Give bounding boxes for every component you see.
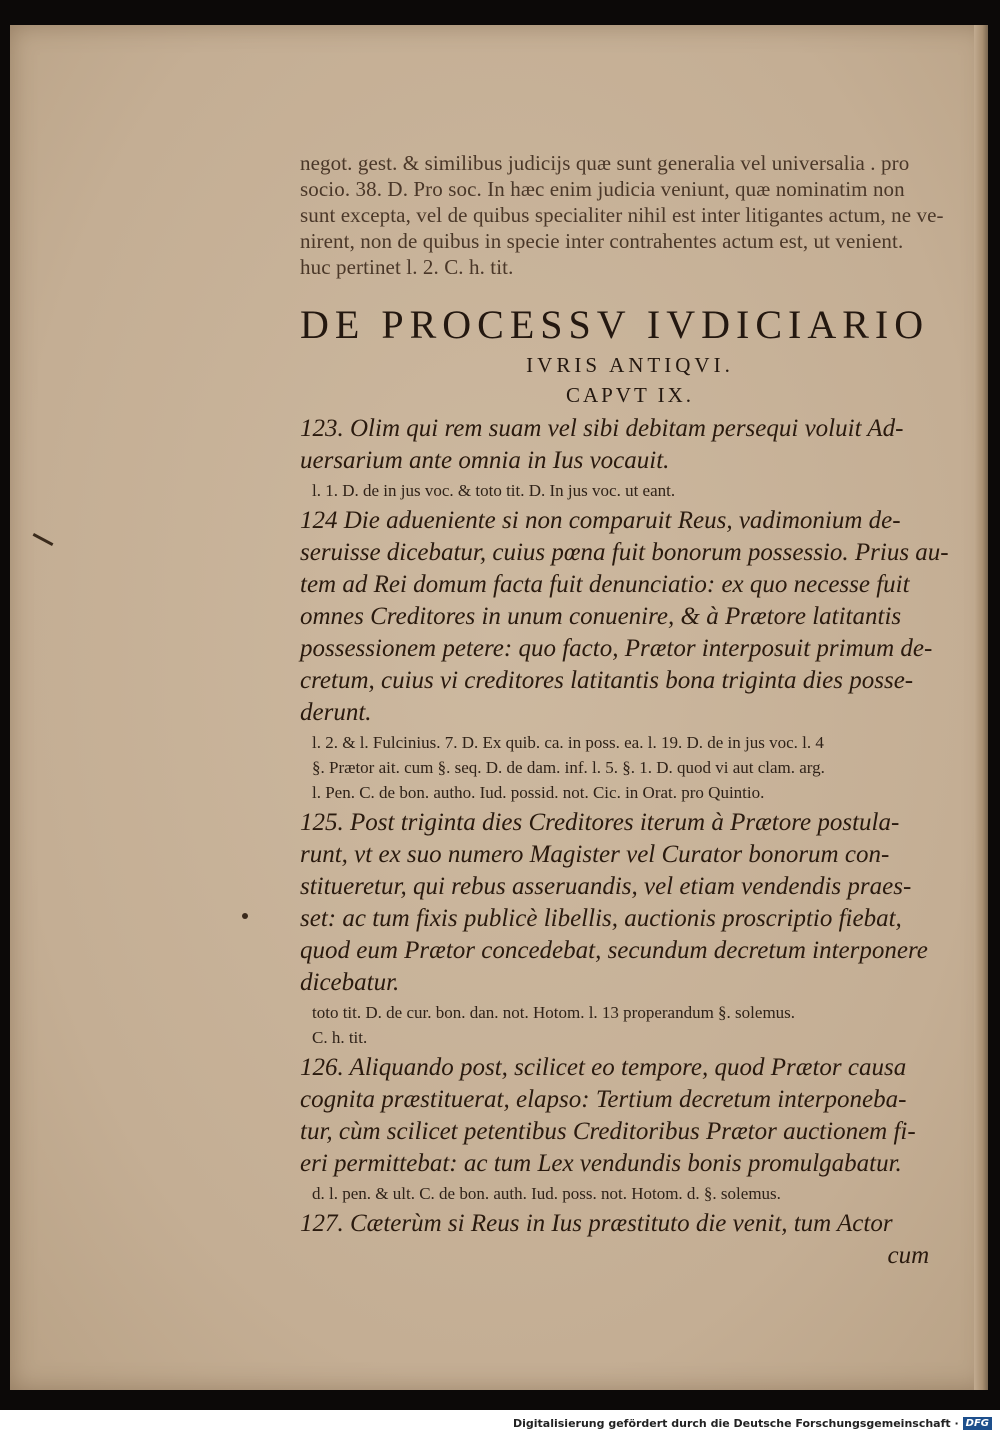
intro-line: negot. gest. & similibus judicijs quæ sunt generalia vel universalia . pro (300, 151, 910, 175)
paragraph-126 (300, 1052, 960, 1205)
paragraph-line: cretum, cuius vi creditores latitantis bona triginta dies posse- (300, 667, 914, 694)
paragraph-124 (300, 505, 960, 804)
paragraph-123 (300, 413, 960, 502)
chapter-number: CAPVT IX. (565, 383, 695, 407)
citation: C. h. tit. (312, 1028, 368, 1047)
citation: l. Pen. C. de bon. autho. Iud. possid. not. Cic. in Orat. pro Quintio. (312, 783, 765, 802)
citation: l. 2. & l. Fulcinius. 7. D. Ex quib. ca. in poss. ea. l. 19. D. de in jus voc. l. 4 (312, 733, 824, 752)
margin-dot (242, 913, 248, 919)
paragraph-line: 123. Olim qui rem suam vel sibi debitam persequi voluit Ad- (300, 415, 904, 442)
paragraph-line: derunt. (300, 699, 372, 726)
citation: d. l. pen. & ult. C. de bon. auth. Iud. poss. not. Hotom. d. §. solemus. (312, 1184, 781, 1203)
paragraph-line: possessionem petere: quo facto, Prætor interposuit primum de- (300, 635, 933, 662)
citation: l. 1. D. de in jus voc. & toto tit. D. In jus voc. ut eant. (312, 481, 676, 500)
chapter-title: DE PROCESSV IVDICIARIO (300, 302, 930, 347)
paragraph-line: cognita præstituerat, elapso: Tertium decretum interponeba- (300, 1086, 907, 1113)
dfg-logo[interactable]: DFG (963, 1417, 992, 1430)
intro-line: nirent, non de quibus in specie inter contrahentes actum est, ut venient. (300, 229, 904, 253)
footer-text: Digitalisierung gefördert durch die Deutsche Forschungsgemeinschaft · (512, 1417, 959, 1430)
paragraph-125 (300, 807, 960, 1049)
catchword: cum (300, 1242, 930, 1269)
paragraph-line: uersarium ante omnia in Ius vocauit. (300, 447, 670, 474)
paragraph-line: 127. Cæterùm si Reus in Ius præstituto die venit, tum Actor (300, 1210, 893, 1237)
page-text (300, 150, 960, 1272)
paragraph-line: tur, cùm scilicet petentibus Creditoribus Prætor auctionem fi- (300, 1118, 916, 1145)
paragraph-line: set: ac tum fixis publicè libellis, auctionis proscriptio fiebat, (300, 905, 902, 932)
paragraph-line: quod eum Prætor concedebat, secundum decretum interponere (300, 937, 928, 964)
intro-line: socio. 38. D. Pro soc. In hæc enim judicia veniunt, quæ nominatim non (300, 177, 905, 201)
paragraph-line: eri permittebat: ac tum Lex vendundis bonis promulgabatur. (300, 1150, 902, 1177)
paragraph-line: dicebatur. (300, 969, 400, 996)
intro-line: huc pertinet l. 2. C. h. tit. (300, 255, 514, 279)
page-edge (974, 25, 988, 1390)
intro-line: sunt excepta, vel de quibus specialiter nihil est inter litigantes actum, ne ve- (300, 203, 944, 227)
paragraph-line: stitueretur, qui rebus asseruandis, vel etiam vendendis praes- (300, 873, 912, 900)
paragraph-line: 124 Die adueniente si non comparuit Reus, vadimonium de- (300, 507, 901, 534)
paragraph-127 (300, 1208, 960, 1272)
citation: §. Prætor ait. cum §. seq. D. de dam. inf. l. 5. §. 1. D. quod vi aut clam. arg. (312, 758, 825, 777)
chapter-subtitle: IVRIS ANTIQVI. (526, 353, 734, 377)
paragraph-line: seruisse dicebatur, cuius pœna fuit bonorum possessio. Prius au- (300, 539, 949, 566)
citation: toto tit. D. de cur. bon. dan. not. Hotom. l. 13 properandum §. solemus. (312, 1003, 796, 1022)
paragraph-line: omnes Creditores in unum conuenire, & à Prætore latitantis (300, 603, 902, 630)
paragraph-line: 125. Post triginta dies Creditores iterum à Prætore postula- (300, 809, 900, 836)
funding-footer (513, 1417, 992, 1430)
paragraph-line: 126. Aliquando post, scilicet eo tempore, quod Prætor causa (300, 1054, 907, 1081)
intro-paragraph (300, 150, 960, 280)
paragraph-line: runt, vt ex suo numero Magister vel Curator bonorum con- (300, 841, 890, 868)
paragraph-line: tem ad Rei domum facta fuit denunciatio: ex quo necesse fuit (300, 571, 910, 598)
